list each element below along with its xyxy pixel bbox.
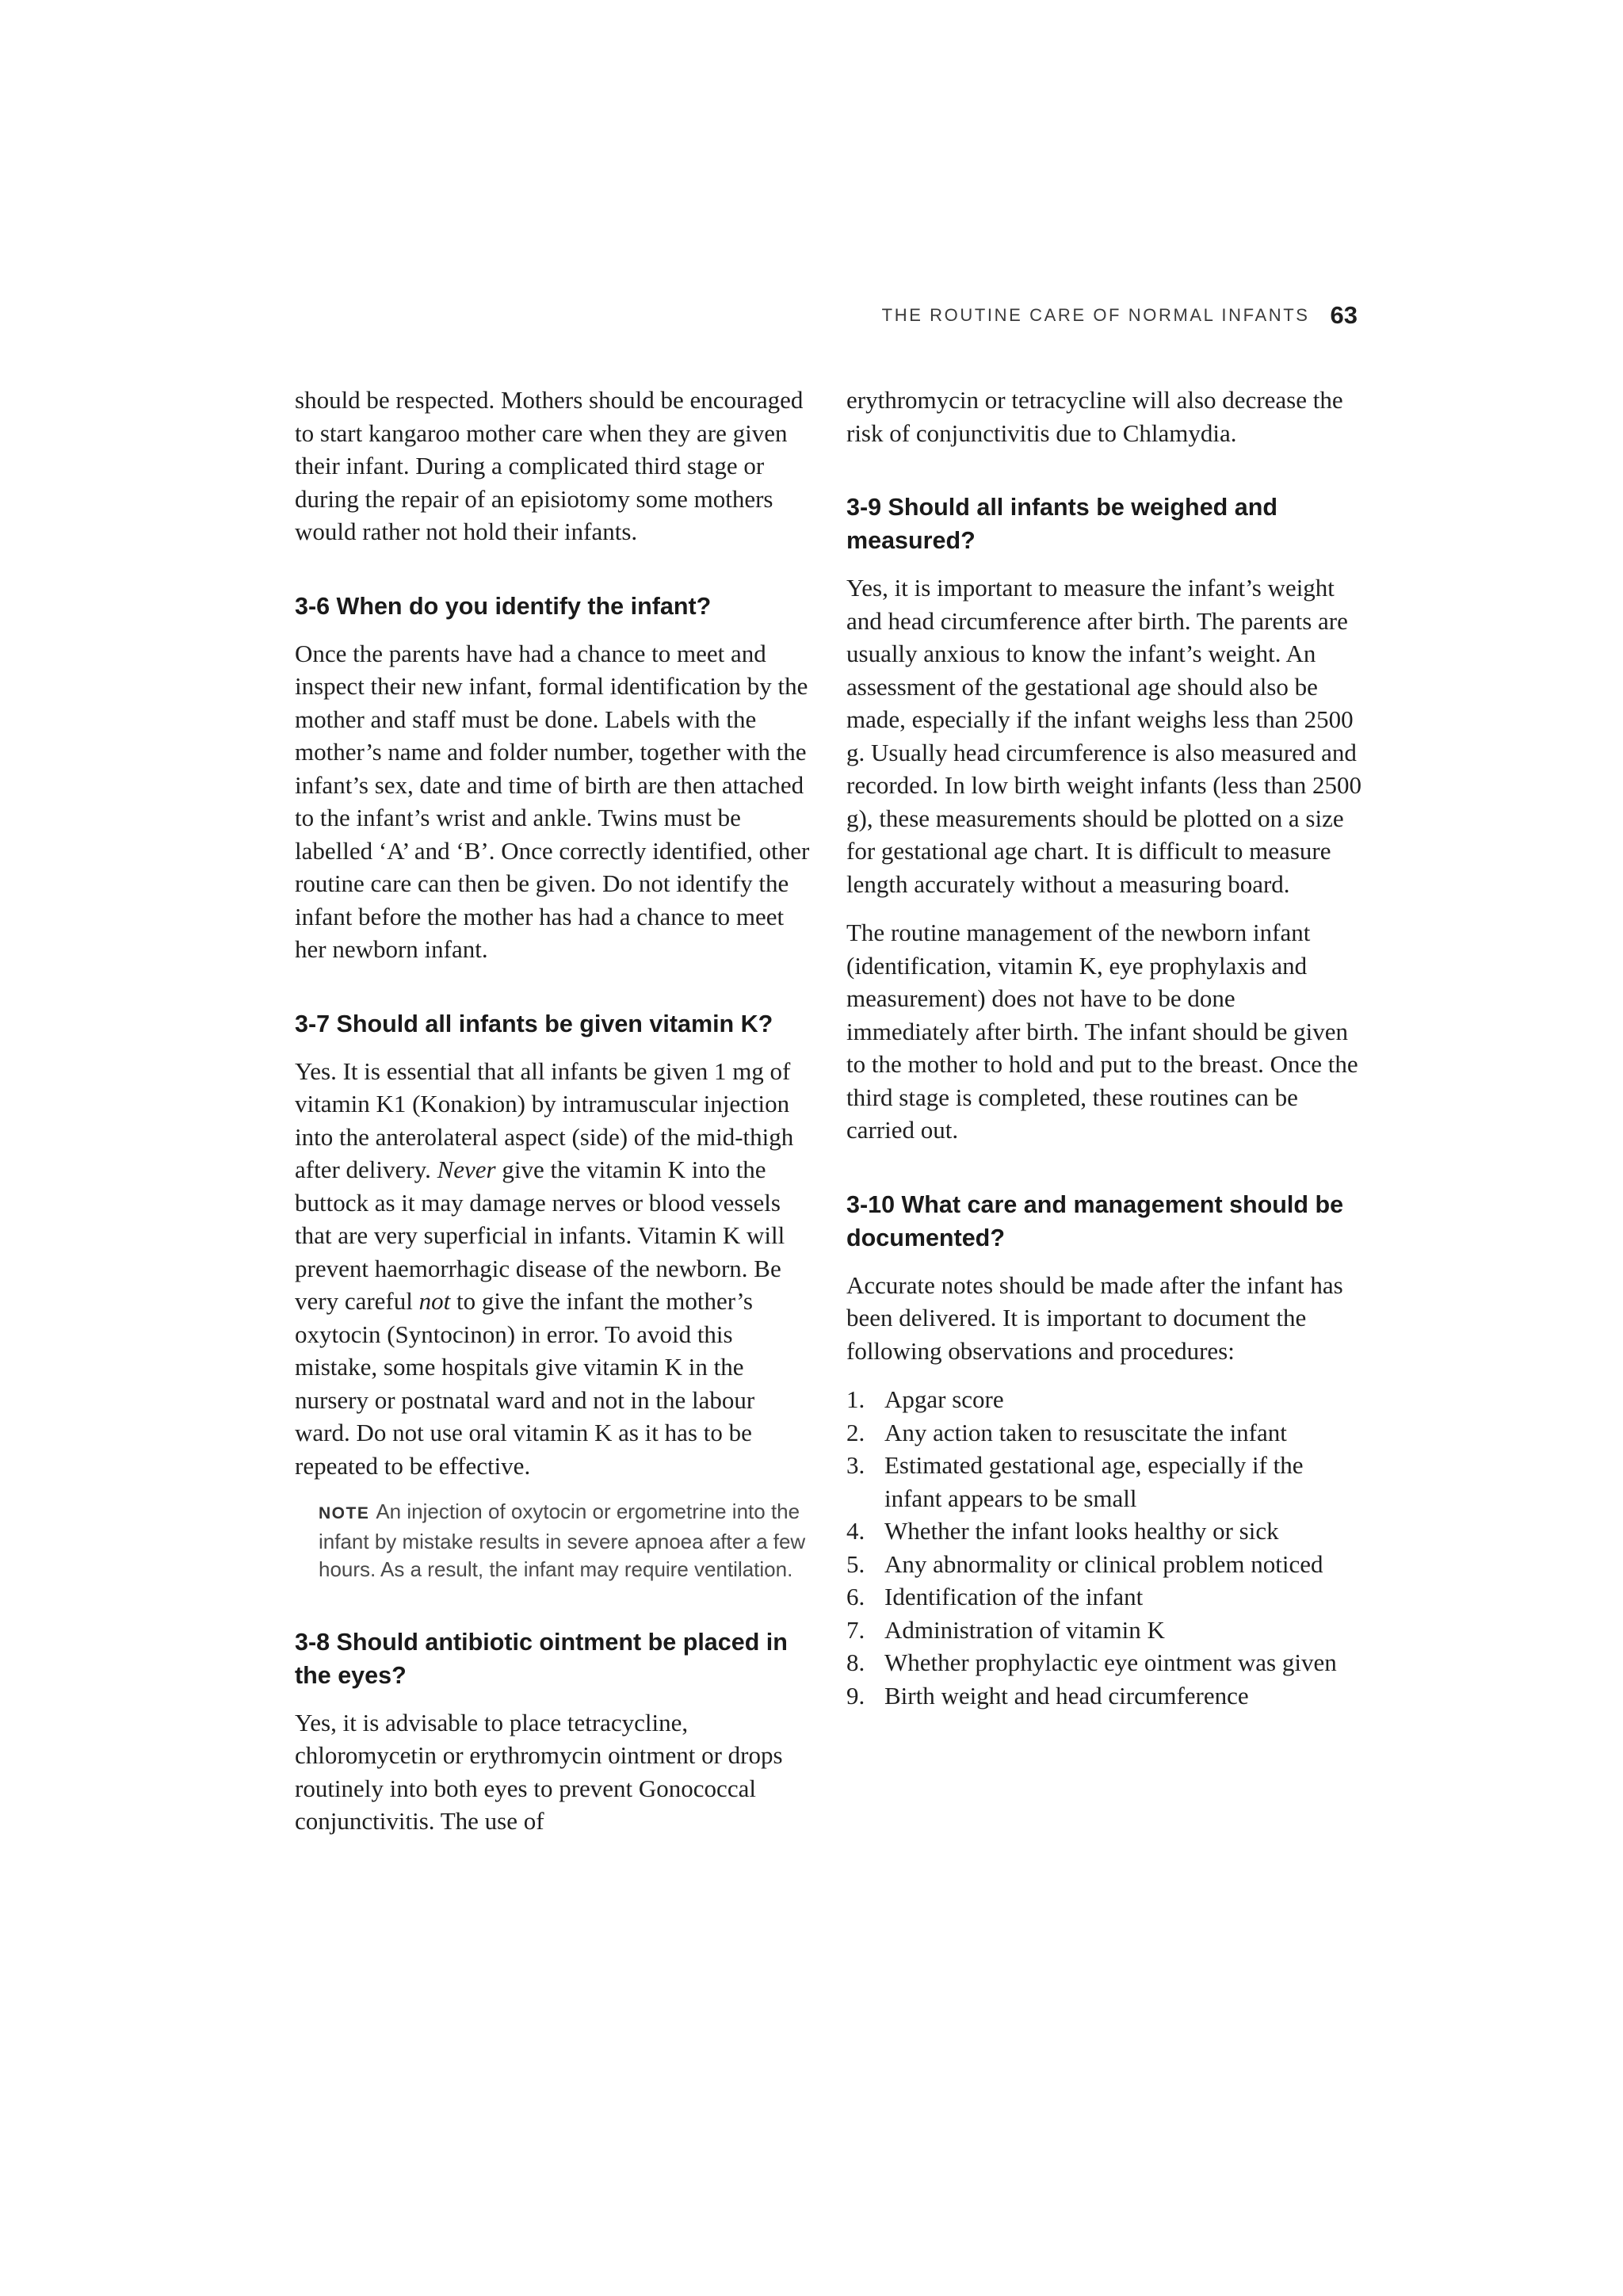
paragraph-eye-ointment: Yes, it is advisable to place tetracycline, chloromycetin or erythromycin ointment or drops routinely into both eyes to prevent Gonococcal conjunctivitis. The use of xyxy=(295,1708,783,1835)
documentation-list xyxy=(846,1383,1363,1712)
list-item xyxy=(846,1646,1363,1679)
list-item xyxy=(846,1580,1363,1614)
paragraph-kangaroo-care: should be respected. Mothers should be encouraged to start kangaroo mother care when they are given their infant. During a complicated third stage or during the repair of an episiotomy some mothers would rather not hold their infants. xyxy=(295,386,804,545)
list-item xyxy=(846,1416,1363,1450)
right-column xyxy=(846,384,1363,1712)
list-item xyxy=(846,1679,1363,1713)
list-item-number: 9. xyxy=(846,1681,865,1710)
note-oxytocin xyxy=(319,1498,810,1584)
left-column xyxy=(295,384,810,1854)
list-item xyxy=(846,1515,1363,1548)
list-item-number: 4. xyxy=(846,1517,865,1545)
note-text: An injection of oxytocin or ergometrine into the infant by mistake results in severe apnoea after a few hours. As a result, the infant may require ventilation. xyxy=(319,1499,806,1581)
paragraph-routine-management: The routine management of the newborn infant (identification, vitamin K, eye prophylaxis and measurement) does not have to be done immediately after birth. The infant should be given to the mother to hold and put to the breast. Once the third stage is completed, these routines can be carried out. xyxy=(846,919,1358,1144)
list-item xyxy=(846,1548,1363,1581)
list-item-number: 2. xyxy=(846,1418,865,1446)
paragraph-eye-ointment-continued: erythromycin or tetracycline will also decrease the risk of conjunctivitis due to Chlamydia. xyxy=(846,386,1343,447)
vitamin-k-text-2: give the vitamin K into the buttock as it may damage nerves or blood vessels that are very superficial in infants. Vitamin K will prevent haemorrhagic disease of the newborn. Be very careful xyxy=(295,1156,785,1315)
list-item-number: 5. xyxy=(846,1549,865,1578)
list-item-number: 6. xyxy=(846,1583,865,1610)
list-item-text: Identification of the infant xyxy=(884,1583,1144,1610)
paragraph-identify-infant: Once the parents have had a chance to meet and inspect their new infant, formal identification by the mother and staff must be done. Labels with the mother’s name and folder number, together with the infant’s sex, date and time of birth are then attached to the infant’s wrist and ankle. Twins must be labelled ‘A’ and ‘B’. Once correctly identified, other routine care can then be given. Do not identify the infant before the mother has had a chance to meet her newborn infant. xyxy=(295,639,810,963)
list-item-number: 8. xyxy=(846,1648,865,1676)
list-item-text: Any abnormality or clinical problem noticed xyxy=(884,1549,1323,1578)
list-item xyxy=(846,1614,1363,1647)
running-header xyxy=(832,301,1358,330)
list-item xyxy=(846,1449,1363,1515)
paragraph-weigh-measure: Yes, it is important to measure the infant’s weight and head circumference after birth. The parents are usually anxious to know the infant’s weight. An assessment of the gestational age should also be made, especially if the infant weighs less than 2500 g. Usually head circumference is also measured and recorded. In low birth weight infants (less than 2500 g), these measurements should be plotted on a size for gestational age chart. It is difficult to measure length accurately without a measuring board. xyxy=(846,574,1361,898)
vitamin-k-text-3: to give the infant the mother’s oxytocin (Syntocinon) in error. To avoid this mistake, some hospitals give vitamin K in the nursery or postnatal ward and not in the labour ward. Do not use oral vitamin K as it has to be repeated to be effective. xyxy=(295,1287,755,1480)
heading-3-10: 3-10 What care and management should be documented? xyxy=(846,1190,1344,1251)
list-item-text: Apgar score xyxy=(884,1385,1004,1413)
emphasis-not: not xyxy=(418,1287,451,1315)
heading-3-7: 3-7 Should all infants be given vitamin K? xyxy=(295,1010,773,1037)
list-item-text: Birth weight and head circumference xyxy=(884,1681,1249,1710)
list-item xyxy=(846,1383,1363,1416)
list-item-number: 1. xyxy=(846,1385,865,1413)
list-item-number: 3. xyxy=(846,1451,865,1479)
list-item-number: 7. xyxy=(846,1615,865,1644)
emphasis-never: Never xyxy=(437,1156,496,1183)
page-number: 63 xyxy=(1330,301,1358,329)
heading-3-8: 3-8 Should antibiotic ointment be placed in the eyes? xyxy=(295,1628,788,1689)
paragraph-vitamin-k xyxy=(295,1055,810,1483)
list-item-text: Whether prophylactic eye ointment was given xyxy=(884,1648,1337,1676)
heading-3-9: 3-9 Should all infants be weighed and measured? xyxy=(846,494,1277,554)
list-item-text: Administration of vitamin K xyxy=(884,1615,1165,1644)
list-item-text: Whether the infant looks healthy or sick xyxy=(884,1517,1279,1545)
heading-3-6: 3-6 When do you identify the infant? xyxy=(295,592,712,620)
paragraph-accurate-notes: Accurate notes should be made after the infant has been delivered. It is important to document the following observations and procedures: xyxy=(846,1270,1343,1365)
running-title: THE ROUTINE CARE OF NORMAL INFANTS xyxy=(881,305,1310,325)
note-label: NOTE xyxy=(319,1504,370,1522)
vitamin-k-text-1: Yes. It is essential that all infants be given 1 mg of vitamin K1 (Konakion) by intramuscular injection into the anterolateral aspect (side) of the mid-thigh after delivery. xyxy=(295,1056,794,1183)
list-item-text: Any action taken to resuscitate the infant xyxy=(884,1418,1287,1446)
list-item-text: Estimated gestational age, especially if the infant appears to be small xyxy=(884,1451,1304,1512)
